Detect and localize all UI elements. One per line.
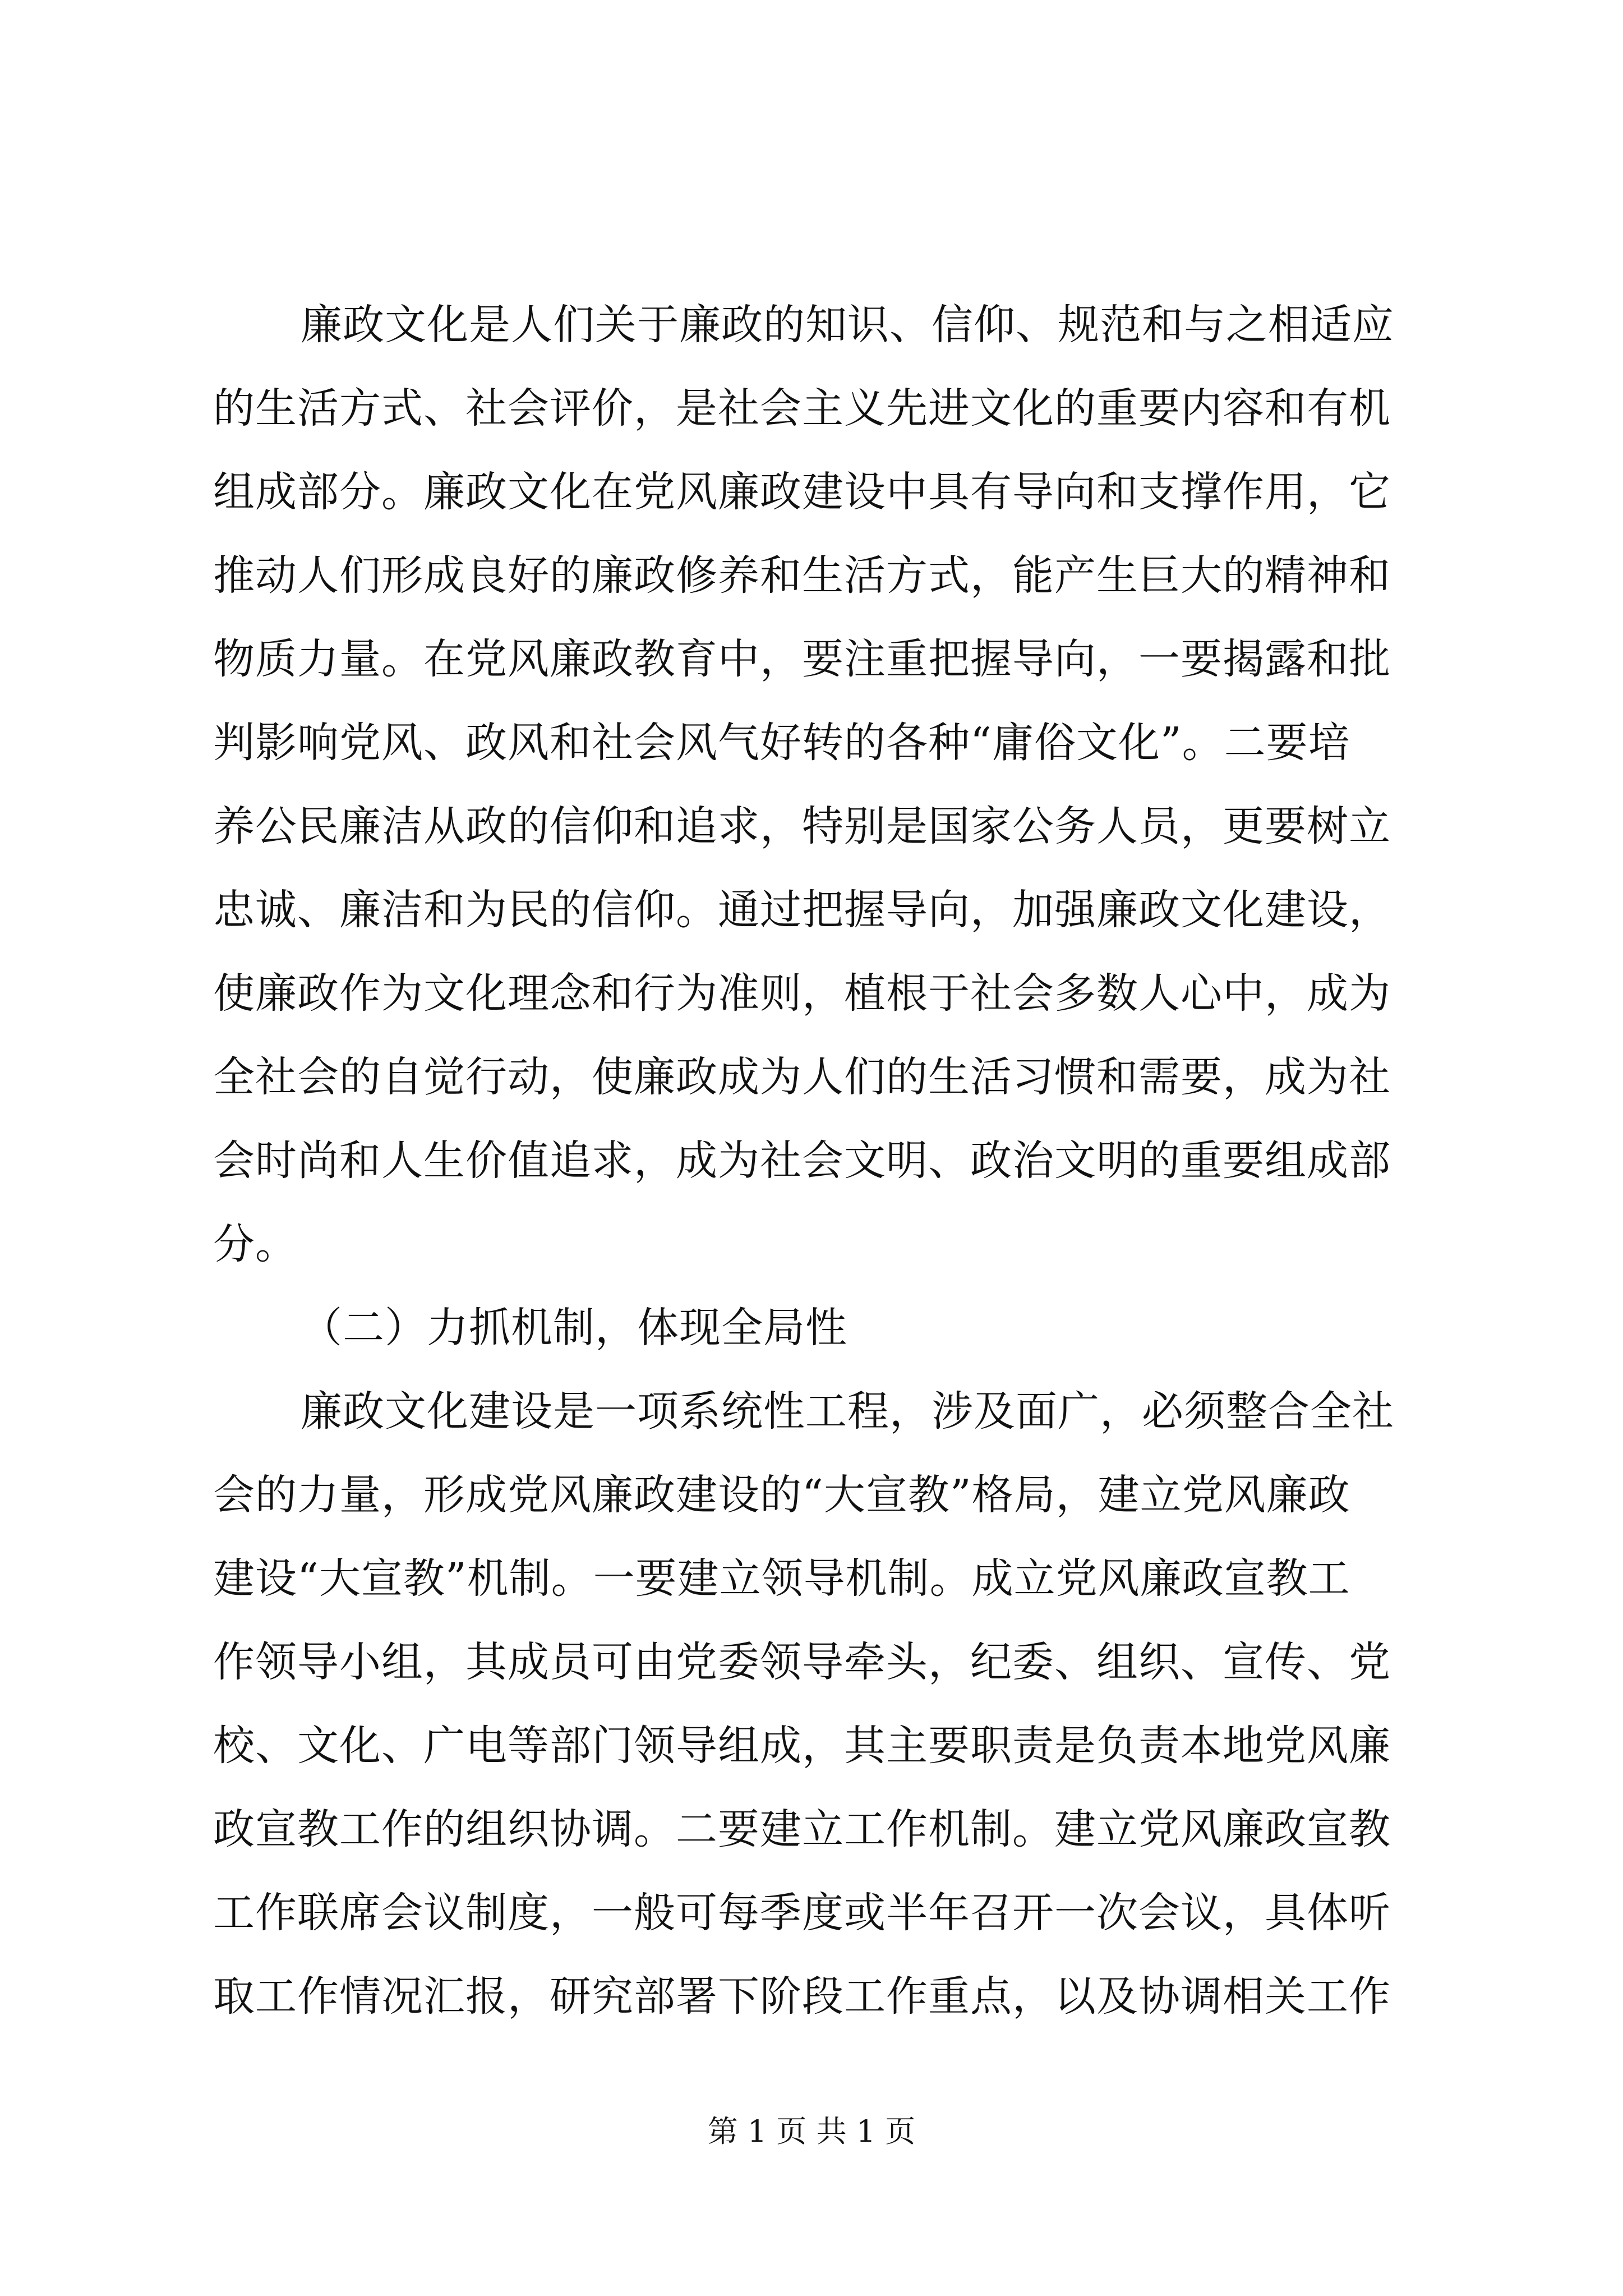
section-heading: （二）力抓机制，体现全局性: [301, 1304, 847, 1352]
paragraph-2-line-4: 作领导小组，其成员可由党委领导牵头，纪委、组织、宣传、党: [213, 1638, 1391, 1686]
paragraph-1-line-3: 组成部分。廉政文化在党风廉政建设中具有导向和支撑作用，它: [213, 468, 1391, 516]
paragraph-2-line-8: 取工作情况汇报，研究部署下阶段工作重点，以及协调相关工作: [213, 1972, 1391, 2021]
paragraph-1-line-8: 忠诚、廉洁和为民的信仰。通过把握导向，加强廉政文化建设，: [213, 886, 1391, 934]
paragraph-1-line-7: 养公民廉洁从政的信仰和追求，特别是国家公务人员，更要树立: [213, 802, 1391, 850]
paragraph-2-line-6: 政宣教工作的组织协调。二要建立工作机制。建立党风廉政宣教: [213, 1805, 1391, 1853]
paragraph-2-line-2: 会的力量，形成党风廉政建设的“大宣教”格局，建立党风廉政: [213, 1471, 1350, 1519]
page-footer: 第 1 页 共 1 页: [707, 2114, 916, 2149]
paragraph-1-line-5: 物质力量。在党风廉政教育中，要注重把握导向，一要揭露和批: [213, 635, 1391, 683]
paragraph-2-line-7: 工作联席会议制度，一般可每季度或半年召开一次会议，具体听: [213, 1889, 1391, 1937]
paragraph-1-line-1: 廉政文化是人们关于廉政的知识、信仰、规范和与之相适应: [301, 301, 1394, 349]
paragraph-1-line-4: 推动人们形成良好的廉政修养和生活方式，能产生巨大的精神和: [213, 551, 1391, 600]
paragraph-1-line-6: 判影响党风、政风和社会风气好转的各种“庸俗文化”。二要培: [213, 719, 1350, 767]
paragraph-2-line-1: 廉政文化建设是一项系统性工程，涉及面广，必须整合全社: [301, 1387, 1394, 1435]
paragraph-1-line-10: 全社会的自觉行动，使廉政成为人们的生活习惯和需要，成为社: [213, 1053, 1391, 1101]
paragraph-1-line-12: 分。: [213, 1220, 297, 1268]
paragraph-1-line-9: 使廉政作为文化理念和行为准则，植根于社会多数人心中，成为: [213, 969, 1391, 1018]
document-body: [213, 283, 1419, 2039]
paragraph-1-line-11: 会时尚和人生价值追求，成为社会文明、政治文明的重要组成部: [213, 1137, 1391, 1185]
paragraph-2-line-5: 校、文化、广电等部门领导组成，其主要职责是负责本地党风廉: [213, 1722, 1391, 1770]
paragraph-2-line-3: 建设“大宣教”机制。一要建立领导机制。成立党风廉政宣教工: [213, 1554, 1350, 1603]
paragraph-1-line-2: 的生活方式、社会评价，是社会主义先进文化的重要内容和有机: [213, 384, 1391, 432]
